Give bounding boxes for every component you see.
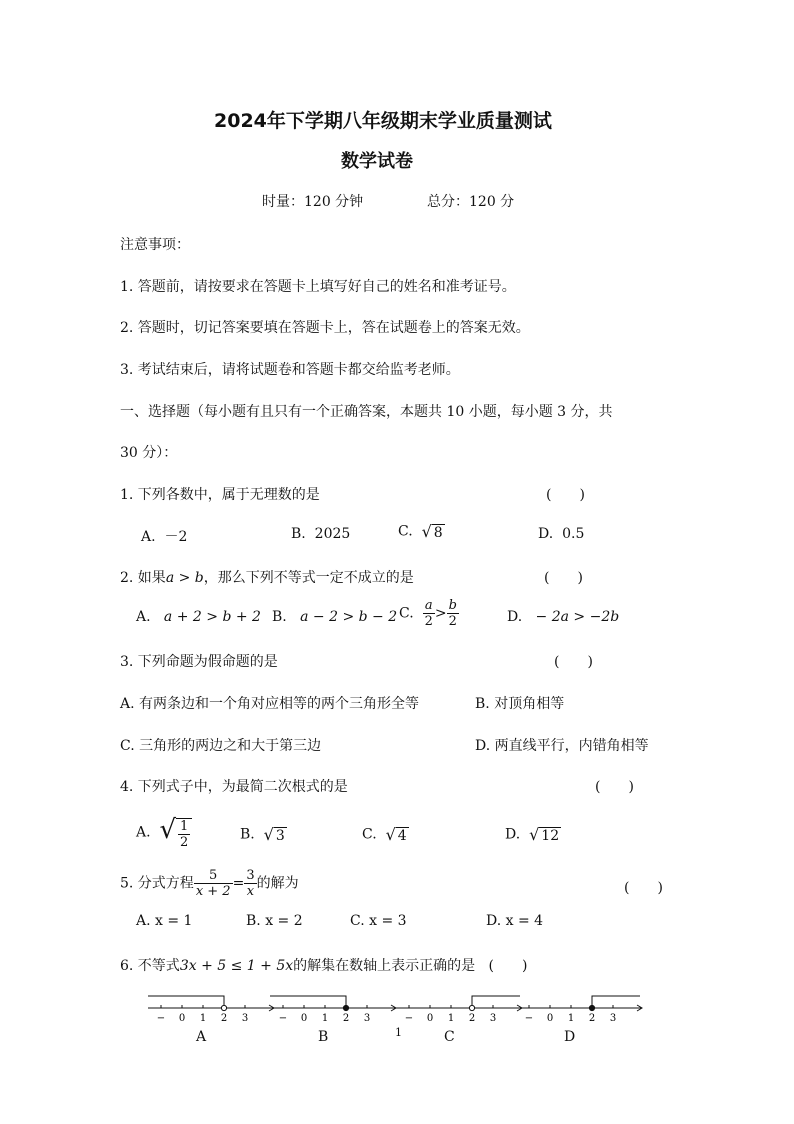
tick-label: 0 [546,1013,554,1024]
q1-option-b: B. 2025 [291,526,351,542]
open-point [469,1005,474,1010]
page-number: 1 [395,1026,402,1039]
q4-option-a: A. √ $\frac{1}{2}$ [136,815,192,850]
number-line-label: B [318,1029,329,1045]
number-line-label: C [444,1029,455,1045]
tick-label: 1 [447,1013,455,1024]
exam-title: 2024年下学期八年级期末学业质量测试 [214,110,552,132]
notice-item: 3. 考试结束后，请将试题卷和答题卡都交给监考老师。 [120,362,460,378]
answer-paren: ( ) [544,570,583,586]
number-line-b [268,992,398,1032]
q4-option-c: C. √ 4 [362,825,407,844]
tick-label: 2 [342,1013,350,1024]
q3-option-d: D. 两直线平行，内错角相等 [475,738,649,754]
answer-paren: ( ) [546,487,585,503]
notice-heading: 注意事项： [120,237,190,253]
section-heading-cont: 30 分）： [120,445,178,461]
q4-stem: 4. 下列式子中，为最简二次根式的是 [120,779,348,795]
q1-option-c: C. √ 8 [398,522,443,541]
exam-subtitle: 数学试卷 [341,151,413,172]
tick-label: 3 [489,1013,497,1024]
q5-option-a: A. x = 1 [136,913,193,929]
tick-label: − [156,1013,166,1024]
solution-ray [270,996,346,1008]
q3-option-b: B. 对顶角相等 [475,696,565,712]
notice-item: 1. 答题前，请按要求在答题卡上填写好自己的姓名和准考证号。 [120,279,516,295]
q5-option-d: D. x = 4 [486,913,544,929]
tick-label: 2 [588,1013,596,1024]
tick-label: 0 [178,1013,186,1024]
q3-stem: 3. 下列命题为假命题的是 [120,654,278,670]
tick-label: − [524,1013,534,1024]
number-line-label: D [564,1029,576,1045]
tick-label: 3 [363,1013,371,1024]
q6-stem: 6. 不等式3x + 5 ≤ 1 + 5x的解集在数轴上表示正确的是 ( ) [120,958,528,974]
solution-ray [592,996,640,1008]
tick-label: 0 [300,1013,308,1024]
number-line-label: A [196,1029,207,1045]
answer-paren: ( ) [595,779,634,795]
tick-label: 1 [567,1013,575,1024]
solution-ray [472,996,520,1008]
tick-label: − [278,1013,288,1024]
answer-paren: ( ) [624,880,663,896]
tick-label: 3 [241,1013,249,1024]
q4-option-b: B. √ 3 [240,825,285,844]
number-line-a [146,992,276,1032]
open-point [221,1005,226,1010]
notice-item: 2. 答题时，切记答案要填在答题卡上，答在试题卷上的答案无效。 [120,320,530,336]
q2-option-a: A. a + 2 > b + 2 [136,609,261,625]
closed-point [343,1005,348,1010]
closed-point [589,1005,594,1010]
q3-option-c: C. 三角形的两边之和大于第三边 [120,738,322,754]
q2-option-c: C. $\frac{a}{2}$ > $\frac{b}{2}$ [399,598,457,629]
tick-label: 1 [321,1013,329,1024]
tick-label: 0 [426,1013,434,1024]
tick-label: 3 [609,1013,617,1024]
q3-option-a: A. 有两条边和一个角对应相等的两个三角形全等 [120,696,420,712]
exam-time: 时量：120 分钟 [262,194,364,210]
q1-stem: 1. 下列各数中，属于无理数的是 [120,487,320,503]
exam-score: 总分：120 分 [427,194,515,210]
q1-option-d: D. 0.5 [538,526,585,542]
q5-option-b: B. x = 2 [246,913,303,929]
q5-option-c: C. x = 3 [350,913,407,929]
tick-label: 1 [199,1013,207,1024]
q1-option-a: A. －2 [141,529,188,545]
q5-stem: 5. 分式方程 $\frac{5}{x + 2}$ = $\frac{3}{x}$ 的解为 [120,868,299,899]
answer-paren: ( ) [554,654,593,670]
q4-option-d: D. √ 12 [505,825,560,844]
tick-label: − [404,1013,414,1024]
tick-label: 2 [468,1013,476,1024]
tick-label: 2 [220,1013,228,1024]
section-heading: 一、选择题（每小题有且只有一个正确答案，本题共 10 小题，每小题 3 分，共 [120,404,613,420]
q2-option-b: B. a − 2 > b − 2 [272,609,398,625]
number-line-d [514,992,644,1032]
number-line-c [394,992,524,1032]
q2-stem: 2. 如果a > b，那么下列不等式一定不成立的是 [120,570,414,586]
q2-option-d: D. − 2a > −2b [507,609,620,625]
solution-ray [148,996,224,1008]
